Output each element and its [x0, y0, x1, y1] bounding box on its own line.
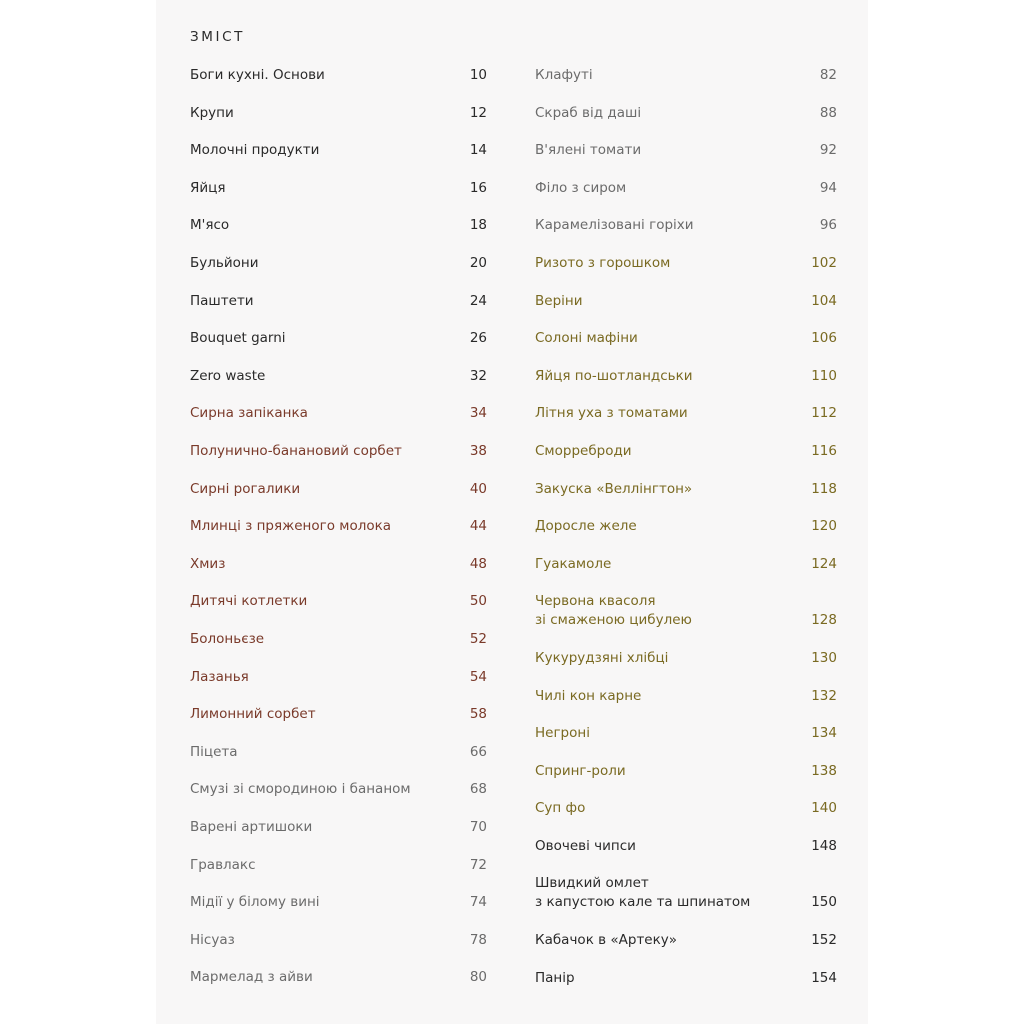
toc-entry-title [535, 724, 590, 743]
toc-entry-title-line: Мідії у білому вині [190, 894, 320, 910]
toc-entry-title [535, 179, 626, 198]
toc-entry-page-number: 74 [469, 894, 487, 910]
toc-entry-title [190, 931, 235, 950]
toc-entry-title-line: Карамелізовані горіхи [535, 217, 694, 233]
toc-entry-page-number: 112 [811, 405, 837, 421]
toc-entry-title-line: Філо з сиром [535, 180, 627, 196]
toc-entry-title [190, 141, 319, 160]
toc-entry-title-line: Кукурудзяні хлібці [535, 650, 669, 666]
toc-entry-title [535, 292, 583, 311]
toc-entry-title-line: Лимонний сорбет [190, 706, 316, 722]
toc-entry-page-number: 44 [469, 518, 487, 534]
toc-entry-title-line: Швидкий омлет [535, 875, 649, 891]
toc-entry-title [190, 517, 391, 536]
toc-entry-title [535, 874, 750, 912]
toc-entry-page-number: 150 [811, 894, 837, 910]
toc-entry-title-line: Гравлакс [190, 857, 256, 873]
toc-entry-title-line: В'ялені томати [535, 142, 642, 158]
toc-entry-title [190, 668, 249, 687]
toc-entry-title-line: Млинці з пряженого молока [190, 518, 392, 534]
toc-entry-page-number: 38 [469, 443, 487, 459]
toc-entry-title-line: Мармелад з айви [190, 969, 313, 985]
toc-entry-page-number: 94 [819, 180, 837, 196]
toc-entry-page-number: 72 [469, 857, 487, 873]
toc-entry-title-line: Ризото з горошком [535, 255, 671, 271]
toc-entry-title-line: Сморреброди [535, 443, 632, 459]
toc-entry-title [535, 837, 636, 856]
toc-entry-page-number: 88 [819, 105, 837, 121]
toc-entry-title [190, 555, 225, 574]
toc-entry-page-number: 52 [469, 631, 487, 647]
toc-entry-page-number: 54 [469, 669, 487, 685]
toc-entry-page-number: 66 [469, 744, 487, 760]
toc-entry-title-line: Кабачок в «Артеку» [535, 932, 678, 948]
toc-entry-title [190, 705, 316, 724]
toc-entry-title [190, 743, 238, 762]
toc-entry-page-number: 138 [811, 763, 837, 779]
toc-entry-title [190, 329, 286, 348]
toc-entry-page-number: 10 [469, 67, 487, 83]
toc-entry-page-number: 58 [469, 706, 487, 722]
toc-entry-title-line: зі смаженою цибулею [535, 612, 692, 628]
toc-entry-page-number: 40 [469, 481, 487, 497]
toc-entry-title-line: з капустою кале та шпинатом [535, 894, 751, 910]
toc-entry-page-number: 50 [469, 593, 487, 609]
toc-entry-title-line: Літня уха з томатами [535, 405, 688, 421]
toc-entry-title-line: Скраб від даші [535, 105, 642, 121]
toc-entry-title [190, 592, 307, 611]
toc-entry-title-line: Доросле желе [535, 518, 637, 534]
toc-entry-title-line: Спринг-роли [535, 763, 626, 779]
toc-entry-page-number: 24 [469, 293, 487, 309]
toc-heading: ЗМІСТ [190, 29, 245, 45]
toc-entry-title-line: Bouquet garni [190, 330, 286, 346]
toc-entry-page-number: 106 [811, 330, 837, 346]
toc-entry-title [535, 329, 638, 348]
toc-entry-title-line: Суп фо [535, 800, 586, 816]
toc-entry-title-line: Болоньєзе [190, 631, 265, 647]
toc-entry-page-number: 68 [469, 781, 487, 797]
toc-entry-title [190, 216, 229, 235]
toc-entry-page-number: 118 [811, 481, 837, 497]
toc-entry-title [190, 254, 258, 273]
toc-entry-title [535, 687, 641, 706]
toc-entry-title-line: Крупи [190, 105, 234, 121]
toc-entry-page-number: 34 [469, 405, 487, 421]
toc-entry-page-number: 20 [469, 255, 487, 271]
toc-entry-title-line: Чилі кон карне [535, 688, 642, 704]
toc-entry-page-number: 148 [811, 838, 837, 854]
toc-entry-title [535, 799, 585, 818]
toc-entry-page-number: 32 [469, 368, 487, 384]
toc-entry-title-line: Гуакамоле [535, 556, 612, 572]
toc-entry-title [535, 762, 626, 781]
toc-entry-page-number: 128 [811, 612, 837, 628]
toc-entry-page-number: 140 [811, 800, 837, 816]
toc-entry-page-number: 16 [469, 180, 487, 196]
toc-entry-title-line: Молочні продукти [190, 142, 320, 158]
toc-entry-title [535, 931, 677, 950]
toc-entry-page-number: 14 [469, 142, 487, 158]
toc-entry-title [190, 856, 256, 875]
toc-entry-title [535, 254, 670, 273]
toc-entry-page-number: 120 [811, 518, 837, 534]
toc-entry-title-line: Закуска «Веллінгтон» [535, 481, 693, 497]
toc-entry-page-number: 132 [811, 688, 837, 704]
toc-entry-page-number: 18 [469, 217, 487, 233]
toc-entry-title-line: Сирна запіканка [190, 405, 308, 421]
toc-entry-title-line: Смузі зі смородиною і бананом [190, 781, 411, 797]
toc-entry-title-line: Сирні рогалики [190, 481, 301, 497]
toc-entry-title [190, 893, 320, 912]
toc-entry-title [190, 292, 254, 311]
toc-entry-title-line: Панір [535, 970, 575, 986]
toc-entry-page-number: 134 [811, 725, 837, 741]
toc-entry-title [535, 969, 575, 988]
toc-entry-page-number: 130 [811, 650, 837, 666]
toc-entry-title-line: Дитячі котлетки [190, 593, 308, 609]
toc-entry-title [190, 442, 402, 461]
toc-entry-title [190, 630, 264, 649]
toc-entry-title-line: Яйця по-шотландськи [535, 368, 693, 384]
toc-entry-page-number: 102 [811, 255, 837, 271]
toc-entry-title [190, 66, 325, 85]
toc-entry-page-number: 104 [811, 293, 837, 309]
toc-entry-title [190, 480, 300, 499]
toc-entry-page-number: 80 [469, 969, 487, 985]
toc-entry-title-line: М'ясо [190, 217, 230, 233]
toc-entry-title-line: Zero waste [190, 368, 266, 384]
toc-entry-title-line: Полунично-банановий сорбет [190, 443, 402, 459]
toc-entry-title [535, 104, 641, 123]
toc-entry-title [535, 141, 641, 160]
toc-entry-page-number: 116 [811, 443, 837, 459]
toc-entry-page-number: 70 [469, 819, 487, 835]
toc-entry-page-number: 26 [469, 330, 487, 346]
toc-entry-title [535, 66, 593, 85]
toc-entry-page-number: 124 [811, 556, 837, 572]
toc-entry-title [535, 442, 632, 461]
toc-entry-title-line: Варені артишоки [190, 819, 313, 835]
toc-entry-title [535, 555, 611, 574]
toc-entry-title [190, 179, 225, 198]
toc-entry-title [190, 367, 265, 386]
toc-entry-title [535, 404, 688, 423]
toc-entry-title-line: Лазанья [190, 669, 249, 685]
toc-entry-title [535, 649, 668, 668]
toc-entry-title [535, 592, 692, 630]
toc-entry-title [535, 367, 693, 386]
toc-entry-title-line: Боги кухні. Основи [190, 67, 325, 83]
toc-entry-title-line: Негроні [535, 725, 590, 741]
toc-entry-title-line: Овочеві чипси [535, 838, 636, 854]
toc-entry-title-line: Веріни [535, 293, 583, 309]
toc-entry-title-line: Червона квасоля [535, 593, 656, 609]
toc-entry-page-number: 152 [811, 932, 837, 948]
toc-entry-title-line: Піцета [190, 744, 238, 760]
toc-entry-page-number: 12 [469, 105, 487, 121]
toc-entry-title-line: Солоні мафіни [535, 330, 638, 346]
toc-entry-title-line: Яйця [190, 180, 226, 196]
toc-entry-title-line: Паштети [190, 293, 254, 309]
toc-entry-page-number: 82 [819, 67, 837, 83]
toc-entry-title-line: Хмиз [190, 556, 226, 572]
toc-entry-title-line: Бульйони [190, 255, 259, 271]
toc-entry-title [190, 104, 234, 123]
toc-entry-page-number: 110 [811, 368, 837, 384]
toc-entry-title [535, 517, 637, 536]
toc-entry-title [535, 480, 692, 499]
toc-entry-title [190, 968, 313, 987]
toc-entry-title-line: Нісуаз [190, 932, 235, 948]
toc-entry-page-number: 92 [819, 142, 837, 158]
toc-entry-title [190, 780, 411, 799]
toc-entry-title [535, 216, 694, 235]
toc-entry-page-number: 48 [469, 556, 487, 572]
toc-entry-title-line: Клафуті [535, 67, 593, 83]
toc-entry-title [190, 404, 308, 423]
toc-entry-page-number: 154 [811, 970, 837, 986]
toc-entry-page-number: 96 [819, 217, 837, 233]
toc-entry-page-number: 78 [469, 932, 487, 948]
toc-entry-title [190, 818, 312, 837]
